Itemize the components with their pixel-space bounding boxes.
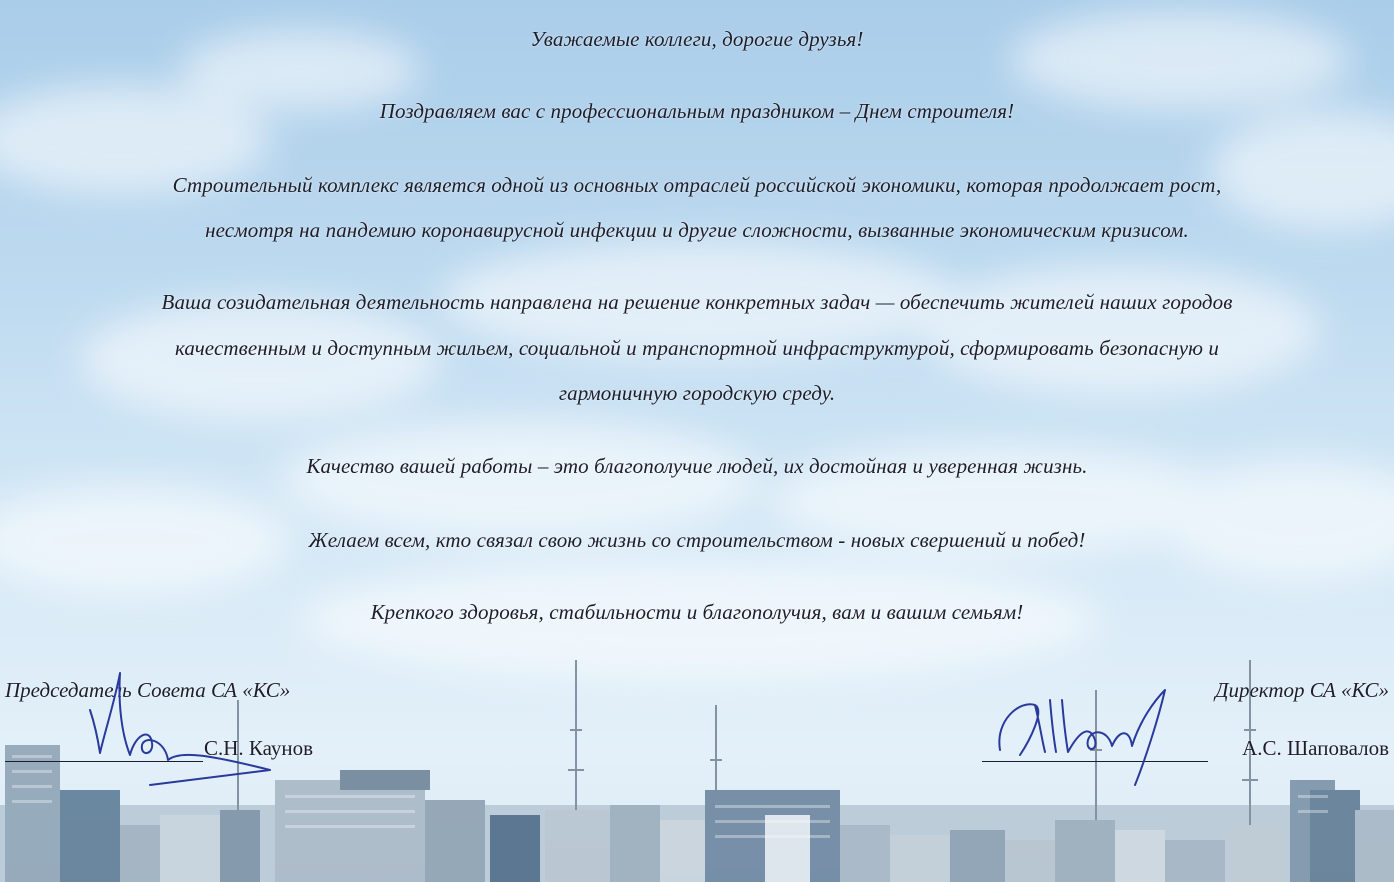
right-signature-scribble <box>990 680 1190 790</box>
paragraph-1-line-1: Строительный комплекс является одной из основных отраслей российской экономики, которая продолжает рост, <box>172 173 1222 197</box>
right-signatory-name: А.С. Шаповалов <box>1242 736 1389 760</box>
health-line: Крепкого здоровья, стабильности и благополучия, вам и вашим семьям! <box>370 600 1024 624</box>
congratulations-line: Поздравляем вас с профессиональным праздником – Днем строителя! <box>379 99 1015 123</box>
quality-line: Качество вашей работы – это благополучие людей, их достойная и уверенная жизнь. <box>306 454 1088 478</box>
left-signatory-name: С.Н. Каунов <box>204 736 314 760</box>
paragraph-2-line-1: Ваша созидательная деятельность направлена на решение конкретных задач — обеспечить жителей наших городов <box>161 290 1233 314</box>
right-signatory-title: Директор СА «КС» <box>1215 678 1389 702</box>
left-signatory-title: Председатель Совета СА «КС» <box>5 678 291 702</box>
paragraph-2-line-2: качественным и доступным жильем, социальной и транспортной инфраструктурой, сформировать безопасную и <box>174 336 1220 360</box>
left-signature-scribble <box>70 665 280 795</box>
greeting-line: Уважаемые коллеги, дорогие друзья! <box>530 27 864 51</box>
paragraph-2-line-3: гармоничную городскую среду. <box>558 381 836 405</box>
paragraph-1-line-2: несмотря на пандемию коронавирусной инфекции и другие сложности, вызванные экономическим кризисом. <box>205 218 1189 242</box>
wish-line: Желаем всем, кто связал свою жизнь со строительством - новых свершений и побед! <box>308 528 1086 552</box>
